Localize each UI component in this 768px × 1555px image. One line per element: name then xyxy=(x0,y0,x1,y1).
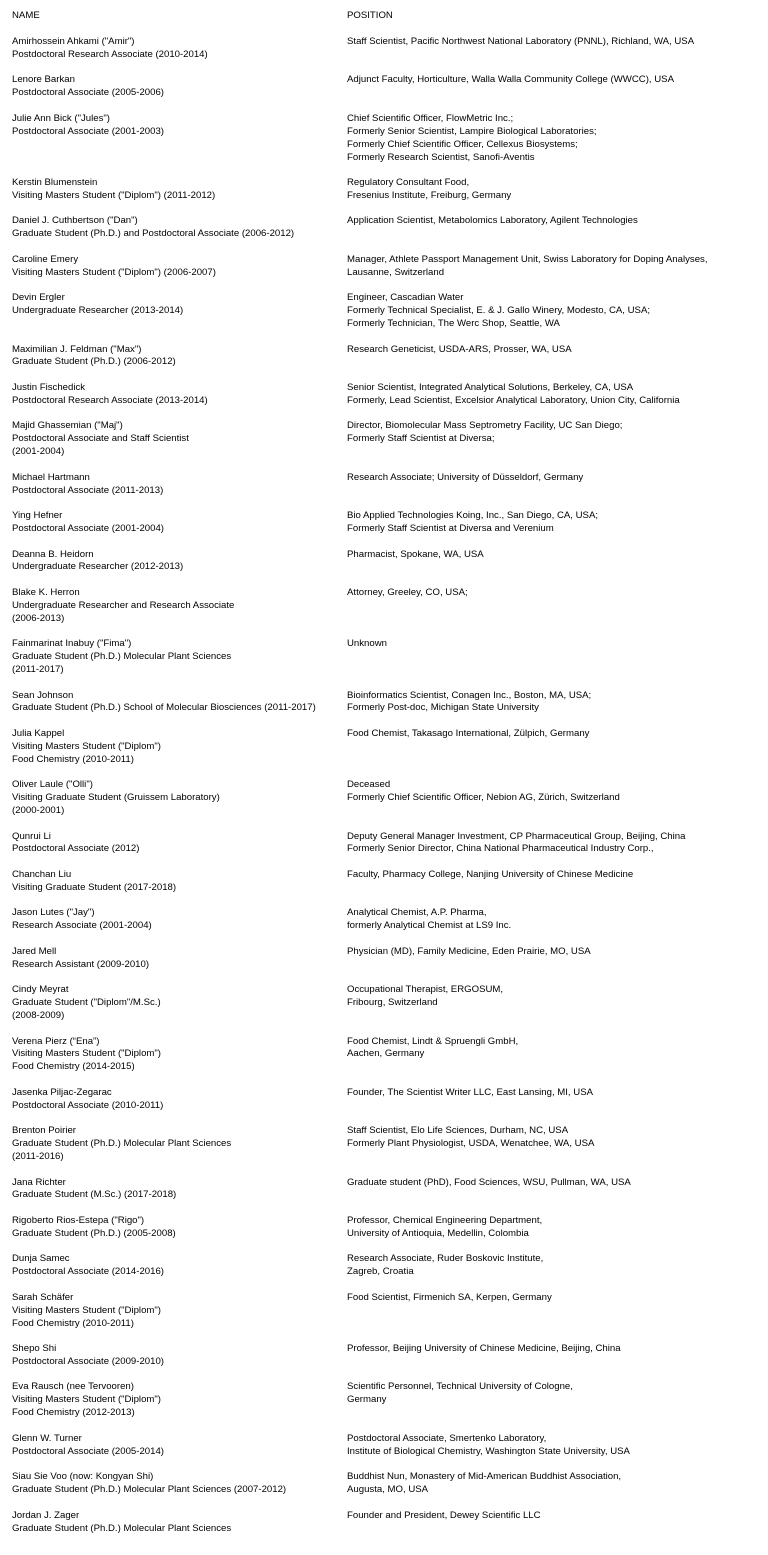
person-role: Graduate Student (Ph.D.) (2006-2012) xyxy=(12,356,176,368)
person-role: Postdoctoral Associate (2014-2016) xyxy=(12,1266,164,1278)
name-cell xyxy=(12,728,347,767)
name-cell xyxy=(12,587,347,626)
table-body xyxy=(12,36,756,1535)
name-cell xyxy=(12,510,347,536)
position-line: Application Scientist, Metabolomics Laboratory, Agilent Technologies xyxy=(347,215,638,227)
name-cell xyxy=(12,254,347,280)
person-role: (2000-2001) xyxy=(12,805,65,817)
name-cell xyxy=(12,690,347,716)
person-role: Food Chemistry (2010-2011) xyxy=(12,753,134,765)
name-cell xyxy=(12,946,347,972)
position-line: Deceased xyxy=(347,779,391,791)
position-line: Engineer, Cascadian Water xyxy=(347,292,464,304)
name-cell xyxy=(12,1343,347,1369)
position-line: Food Chemist, Lindt & Spruengli GmbH, xyxy=(347,1035,519,1047)
person-name: Jared Mell xyxy=(12,945,57,957)
person-role: Graduate Student (Ph.D.) Molecular Plant Sciences xyxy=(12,1138,232,1150)
position-cell xyxy=(347,1036,756,1075)
name-cell xyxy=(12,549,347,575)
person-name: Fainmarinat Inabuy ("Fima") xyxy=(12,638,132,650)
person-name: Jason Lutes ("Jay") xyxy=(12,907,95,919)
table-row xyxy=(12,292,756,331)
name-cell xyxy=(12,74,347,100)
position-line: Formerly Chief Scientific Officer, Nebion AG, Zürich, Switzerland xyxy=(347,792,620,804)
position-line: Germany xyxy=(347,1394,387,1406)
position-cell xyxy=(347,382,756,408)
person-role: Graduate Student (Ph.D.) School of Molecular Biosciences (2011-2017) xyxy=(12,702,316,714)
position-line: Fribourg, Switzerland xyxy=(347,997,438,1009)
name-cell xyxy=(12,984,347,1023)
position-cell xyxy=(347,1381,756,1420)
name-cell xyxy=(12,382,347,408)
table-row xyxy=(12,869,756,895)
position-cell xyxy=(347,177,756,203)
person-role: Postdoctoral Associate (2005-2014) xyxy=(12,1445,164,1457)
table-row xyxy=(12,638,756,677)
person-role: Postdoctoral Associate (2001-2004) xyxy=(12,523,164,534)
position-cell xyxy=(347,1471,756,1497)
person-role: Visiting Masters Student ("Diplom") xyxy=(12,740,161,752)
name-cell xyxy=(12,1036,347,1075)
position-line: Attorney, Greeley, CO, USA; xyxy=(347,586,468,598)
person-role: Visiting Masters Student ("Diplom") (2006-2007) xyxy=(12,266,216,278)
name-cell xyxy=(12,292,347,331)
position-line: Adjunct Faculty, Horticulture, Walla Walla Community College (WWCC), USA xyxy=(347,74,674,86)
person-name: Siau Sie Voo (now: Kongyan Shi) xyxy=(12,1471,154,1483)
person-role: Visiting Graduate Student (Gruissem Laboratory) xyxy=(12,792,220,804)
name-cell xyxy=(12,869,347,895)
person-role: Postdoctoral Research Associate (2013-2014) xyxy=(12,394,208,406)
position-line: Manager, Athlete Passport Management Unit, Swiss Laboratory for Doping Analyses, xyxy=(347,253,708,265)
person-role: Graduate Student (Ph.D.) and Postdoctoral Associate (2006-2012) xyxy=(12,228,295,240)
table-row xyxy=(12,113,756,165)
person-role: Undergraduate Researcher (2013-2014) xyxy=(12,305,184,317)
name-cell xyxy=(12,907,347,933)
position-line: Buddhist Nun, Monastery of Mid-American Buddhist Association, xyxy=(347,1471,622,1483)
person-name: Brenton Poirier xyxy=(12,1125,76,1137)
name-cell xyxy=(12,215,347,241)
table-row xyxy=(12,549,756,575)
position-line: Pharmacist, Spokane, WA, USA xyxy=(347,548,484,560)
position-cell xyxy=(347,254,756,280)
alumni-table xyxy=(12,10,756,1548)
person-role: Undergraduate Researcher and Research Associate xyxy=(12,599,235,611)
position-line: Faculty, Pharmacy College, Nanjing University of Chinese Medicine xyxy=(347,868,634,880)
person-name: Devin Ergler xyxy=(12,292,65,304)
position-cell xyxy=(347,215,756,241)
position-cell xyxy=(347,510,756,536)
position-line: Research Geneticist, USDA-ARS, Prosser, WA, USA xyxy=(347,343,572,355)
table-row xyxy=(12,984,756,1023)
person-name: Chanchan Liu xyxy=(12,868,72,880)
position-cell xyxy=(347,1433,756,1459)
table-row xyxy=(12,254,756,280)
position-cell xyxy=(347,549,756,575)
name-cell xyxy=(12,344,347,370)
name-cell xyxy=(12,1433,347,1459)
name-column-header: NAME xyxy=(12,10,40,21)
table-row xyxy=(12,831,756,857)
table-row xyxy=(12,1433,756,1459)
position-cell xyxy=(347,36,756,62)
position-line: Food Scientist, Firmenich SA, Kerpen, Germany xyxy=(347,1291,552,1303)
person-role: Food Chemistry (2012-2013) xyxy=(12,1407,135,1419)
person-name: Justin Fischedick xyxy=(12,381,86,393)
person-name: Amirhossein Ahkami ("Amir") xyxy=(12,36,135,47)
person-role: Visiting Masters Student ("Diplom") xyxy=(12,1394,161,1406)
position-line: Analytical Chemist, A.P. Pharma, xyxy=(347,907,487,919)
person-name: Daniel J. Cuthbertson ("Dan") xyxy=(12,215,138,227)
position-cell xyxy=(347,420,756,459)
person-role: Visiting Masters Student ("Diplom") xyxy=(12,1304,161,1316)
person-role: Research Associate (2001-2004) xyxy=(12,920,152,932)
person-role: (2011-2016) xyxy=(12,1151,64,1163)
position-line: Professor, Beijing University of Chinese Medicine, Beijing, China xyxy=(347,1343,621,1355)
position-line: Food Chemist, Takasago International, Zülpich, Germany xyxy=(347,727,590,739)
person-role: Postdoctoral Associate (2010-2011) xyxy=(12,1099,164,1111)
position-line: Founder, The Scientist Writer LLC, East Lansing, MI, USA xyxy=(347,1086,593,1098)
name-cell xyxy=(12,1253,347,1279)
table-row xyxy=(12,1343,756,1369)
table-header xyxy=(12,10,756,23)
table-row xyxy=(12,1471,756,1497)
person-name: Cindy Meyrat xyxy=(12,984,69,996)
position-line: Bioinformatics Scientist, Conagen Inc., Boston, MA, USA; xyxy=(347,689,592,701)
name-cell xyxy=(12,1292,347,1331)
person-name: Lenore Barkan xyxy=(12,74,75,86)
position-line: Deputy General Manager Investment, CP Pharmaceutical Group, Beijing, China xyxy=(347,830,686,842)
table-row xyxy=(12,1125,756,1164)
position-line: Formerly Technical Specialist, E. & J. Gallo Winery, Modesto, CA, USA; xyxy=(347,305,651,317)
position-line: Chief Scientific Officer, FlowMetric Inc.; xyxy=(347,112,514,124)
person-name: Rigoberto Rios-Estepa ("Rigo") xyxy=(12,1214,145,1226)
table-row xyxy=(12,1177,756,1203)
position-line: formerly Analytical Chemist at LS9 Inc. xyxy=(347,920,512,932)
person-name: Deanna B. Heidorn xyxy=(12,548,94,560)
name-cell xyxy=(12,113,347,165)
person-role: Graduate Student (Ph.D.) (2005-2008) xyxy=(12,1227,176,1239)
person-role: (2011-2017) xyxy=(12,664,64,676)
table-row xyxy=(12,1087,756,1113)
name-cell xyxy=(12,36,347,62)
position-column-header: POSITION xyxy=(347,10,393,21)
person-role: Postdoctoral Associate (2005-2006) xyxy=(12,87,164,99)
table-row xyxy=(12,36,756,62)
position-line: Research Associate; University of Düsseldorf, Germany xyxy=(347,471,584,483)
name-cell xyxy=(12,1510,347,1536)
name-cell xyxy=(12,472,347,498)
position-cell xyxy=(347,113,756,165)
position-line: Graduate student (PhD), Food Sciences, WSU, Pullman, WA, USA xyxy=(347,1176,631,1188)
position-line: Director, Biomolecular Mass Septrometry Facility, UC San Diego; xyxy=(347,420,623,432)
position-line: Lausanne, Switzerland xyxy=(347,266,445,278)
position-line: Formerly Chief Scientific Officer, Cellexus Biosystems; xyxy=(347,138,578,150)
table-row xyxy=(12,1036,756,1075)
position-line: Formerly Plant Physiologist, USDA, Wenatchee, WA, USA xyxy=(347,1138,595,1150)
name-cell xyxy=(12,1177,347,1203)
position-cell xyxy=(347,1087,756,1113)
person-name: Glenn W. Turner xyxy=(12,1432,82,1444)
position-cell xyxy=(347,779,756,818)
position-line: Professor, Chemical Engineering Department, xyxy=(347,1214,543,1226)
table-row xyxy=(12,779,756,818)
person-role: Graduate Student (M.Sc.) (2017-2018) xyxy=(12,1189,177,1201)
position-line: Postdoctoral Associate, Smertenko Laboratory, xyxy=(347,1432,547,1444)
person-name: Blake K. Herron xyxy=(12,586,80,598)
person-name: Michael Hartmann xyxy=(12,471,90,483)
position-line: Formerly Research Scientist, Sanofi-Aventis xyxy=(347,151,535,163)
position-cell xyxy=(347,1510,756,1536)
person-role: Visiting Graduate Student (2017-2018) xyxy=(12,881,177,893)
position-cell xyxy=(347,1253,756,1279)
person-name: Julia Kappel xyxy=(12,727,65,739)
position-line: Formerly Post-doc, Michigan State University xyxy=(347,702,539,714)
table-row xyxy=(12,907,756,933)
table-row xyxy=(12,1253,756,1279)
person-role: Postdoctoral Associate (2009-2010) xyxy=(12,1355,164,1367)
position-line: Formerly Staff Scientist at Diversa; xyxy=(347,433,495,445)
position-cell xyxy=(347,831,756,857)
position-cell xyxy=(347,946,756,972)
table-row xyxy=(12,1510,756,1536)
person-role: Visiting Masters Student ("Diplom") xyxy=(12,1048,161,1060)
position-cell xyxy=(347,74,756,100)
table-row xyxy=(12,382,756,408)
position-line: University of Antioquia, Medellin, Colombia xyxy=(347,1227,529,1239)
position-cell xyxy=(347,728,756,767)
position-line: Senior Scientist, Integrated Analytical Solutions, Berkeley, CA, USA xyxy=(347,381,634,393)
person-name: Jasenka Piljac-Zegarac xyxy=(12,1086,112,1098)
table-row xyxy=(12,1215,756,1241)
person-role: Postdoctoral Associate (2012) xyxy=(12,843,140,855)
person-name: Qunrui Li xyxy=(12,830,51,842)
position-line: Formerly, Lead Scientist, Excelsior Analytical Laboratory, Union City, California xyxy=(347,394,680,406)
person-role: (2008-2009) xyxy=(12,1010,65,1021)
table-row xyxy=(12,587,756,626)
person-name: Sarah Schäfer xyxy=(12,1291,74,1303)
name-cell xyxy=(12,1215,347,1241)
position-line: Aachen, Germany xyxy=(347,1048,425,1060)
position-line: Zagreb, Croatia xyxy=(347,1266,414,1278)
person-name: Jana Richter xyxy=(12,1176,66,1188)
person-name: Jordan J. Zager xyxy=(12,1509,80,1521)
person-role: Undergraduate Researcher (2012-2013) xyxy=(12,561,184,573)
person-name: Verena Pierz (“Ena”) xyxy=(12,1035,100,1047)
position-line: Unknown xyxy=(347,638,387,650)
position-cell xyxy=(347,638,756,677)
name-cell xyxy=(12,1125,347,1164)
table-row xyxy=(12,946,756,972)
position-line: Augusta, MO, USA xyxy=(347,1484,429,1496)
position-line: Founder and President, Dewey Scientific LLC xyxy=(347,1509,541,1521)
person-role: Postdoctoral Associate and Staff Scientist xyxy=(12,433,189,445)
table-row xyxy=(12,74,756,100)
table-row xyxy=(12,1292,756,1331)
person-role: Postdoctoral Research Associate (2010-2014) xyxy=(12,48,208,60)
table-row xyxy=(12,472,756,498)
position-cell xyxy=(347,292,756,331)
position-line: Occupational Therapist, ERGOSUM, xyxy=(347,984,504,996)
position-cell xyxy=(347,690,756,716)
position-cell xyxy=(347,1125,756,1164)
table-row xyxy=(12,690,756,716)
name-cell xyxy=(12,1087,347,1113)
person-name: Ying Hefner xyxy=(12,510,63,522)
person-role: Graduate Student (Ph.D.) Molecular Plant Sciences xyxy=(12,1522,232,1534)
person-role: (2001-2004) xyxy=(12,446,65,458)
position-cell xyxy=(347,984,756,1023)
position-line: Scientific Personnel, Technical University of Cologne, xyxy=(347,1381,573,1393)
table-row xyxy=(12,215,756,241)
position-line: Regulatory Consultant Food, xyxy=(347,177,470,189)
position-line: Staff Scientist, Elo Life Sciences, Durham, NC, USA xyxy=(347,1125,569,1137)
position-line: Research Associate, Ruder Boskovic Institute, xyxy=(347,1253,544,1265)
table-row xyxy=(12,510,756,536)
person-role: (2006-2013) xyxy=(12,612,65,624)
position-cell xyxy=(347,1215,756,1241)
table-row xyxy=(12,344,756,370)
person-name: Kerstin Blumenstein xyxy=(12,177,98,189)
person-name: Oliver Laule ("Olli") xyxy=(12,779,93,791)
person-role: Food Chemistry (2010-2011) xyxy=(12,1317,134,1329)
position-cell xyxy=(347,344,756,370)
person-role: Graduate Student (Ph.D.) Molecular Plant Sciences xyxy=(12,651,232,663)
person-role: Food Chemistry (2014-2015) xyxy=(12,1061,135,1073)
table-row xyxy=(12,728,756,767)
name-cell xyxy=(12,1381,347,1420)
person-name: Eva Rausch (nee Tervooren) xyxy=(12,1381,134,1393)
position-cell xyxy=(347,869,756,895)
person-name: Majid Ghassemian ("Maj") xyxy=(12,420,123,432)
position-line: Formerly Technician, The Werc Shop, Seattle, WA xyxy=(347,318,560,330)
person-name: Julie Ann Bick ("Jules") xyxy=(12,112,110,124)
position-cell xyxy=(347,472,756,498)
table-row xyxy=(12,1381,756,1420)
name-cell xyxy=(12,638,347,677)
person-name: Shepo Shi xyxy=(12,1343,57,1355)
person-name: Dunja Samec xyxy=(12,1253,70,1265)
name-cell xyxy=(12,1471,347,1497)
position-cell xyxy=(347,1177,756,1203)
position-line: Institute of Biological Chemistry, Washington State University, USA xyxy=(347,1445,630,1457)
position-line: Bio Applied Technologies Koing, Inc., San Diego, CA, USA; xyxy=(347,510,599,522)
person-role: Graduate Student (Ph.D.) Molecular Plant Sciences (2007-2012) xyxy=(12,1484,287,1496)
person-role: Postdoctoral Associate (2001-2003) xyxy=(12,125,164,137)
position-line: Formerly Senior Director, China National Pharmaceutical Industry Corp., xyxy=(347,843,654,855)
person-role: Postdoctoral Associate (2011-2013) xyxy=(12,484,164,496)
position-line: Physician (MD), Family Medicine, Eden Prairie, MO, USA xyxy=(347,945,591,957)
person-role: Graduate Student ("Diplom"/M.Sc.) xyxy=(12,997,161,1009)
position-line: Formerly Senior Scientist, Lampire Biological Laboratories; xyxy=(347,125,597,137)
table-row xyxy=(12,177,756,203)
position-cell xyxy=(347,907,756,933)
name-cell xyxy=(12,831,347,857)
table-row xyxy=(12,420,756,459)
position-line: Staff Scientist, Pacific Northwest National Laboratory (PNNL), Richland, WA, USA xyxy=(347,36,695,47)
position-cell xyxy=(347,1292,756,1331)
name-cell xyxy=(12,177,347,203)
position-line: Fresenius Institute, Freiburg, Germany xyxy=(347,189,512,201)
person-role: Research Assistant (2009-2010) xyxy=(12,958,150,970)
position-line: Formerly Staff Scientist at Diversa and Verenium xyxy=(347,523,554,534)
person-role: Visiting Masters Student ("Diplom") (2011-2012) xyxy=(12,189,216,201)
person-name: Maximilian J. Feldman ("Max") xyxy=(12,343,142,355)
position-cell xyxy=(347,587,756,626)
name-cell xyxy=(12,420,347,459)
name-cell xyxy=(12,779,347,818)
person-name: Caroline Emery xyxy=(12,253,79,265)
position-cell xyxy=(347,1343,756,1369)
person-name: Sean Johnson xyxy=(12,689,74,701)
